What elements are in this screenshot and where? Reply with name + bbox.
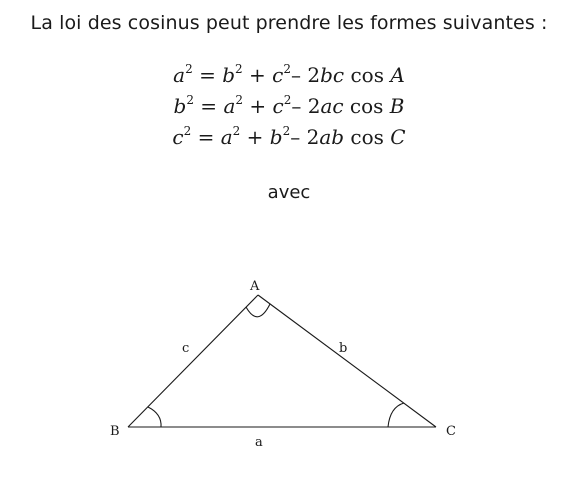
vertex-a-label: A xyxy=(250,279,260,294)
side-c-line xyxy=(128,295,258,427)
vertex-c-label: C xyxy=(446,424,456,439)
side-c-label: c xyxy=(182,341,190,356)
side-b-line xyxy=(258,295,436,427)
formula-a: $a^2 = b^2 + c^2-$ 2bc cos A xyxy=(173,62,405,87)
side-a-label: a xyxy=(255,435,263,450)
angle-arc-a xyxy=(246,304,270,317)
intro-text: La loi des cosinus peut prendre les formes suivantes : xyxy=(30,12,548,34)
vertex-b-label: B xyxy=(110,424,120,439)
angle-arc-b xyxy=(148,407,161,427)
formula-b: $b^2 = a^2 + c^2-$ 2ac cos B xyxy=(173,93,405,118)
avec-label: avec xyxy=(267,182,311,203)
formula-c: $c^2 = a^2 + b^2-$ 2ab cos C xyxy=(172,124,406,149)
side-b-label: b xyxy=(339,341,348,356)
angle-arc-c xyxy=(388,403,404,427)
